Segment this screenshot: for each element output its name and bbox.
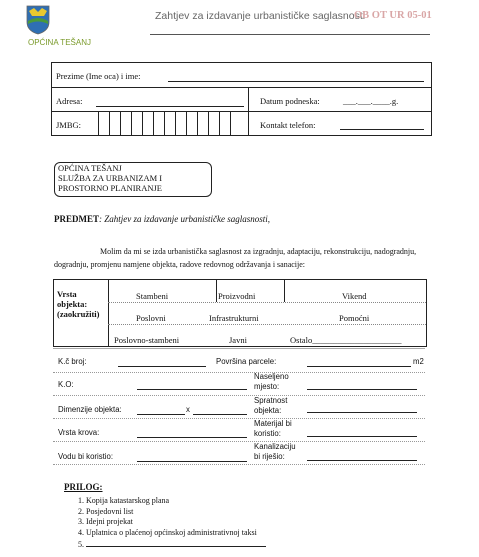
jmbg-label: JMBG: xyxy=(56,120,82,130)
document-code: OB OT UR 05-01 xyxy=(354,10,432,21)
subject-text: : Zahtjev za izdavanje urbanističke saglasnosti, xyxy=(99,214,270,224)
attachment-item: 4. Uplatnica o plaćenoj općinskoj administrativnoj taksi xyxy=(86,528,266,539)
sewer-field[interactable] xyxy=(307,460,417,461)
attachment-item: 3. Idejni projekat xyxy=(86,517,266,528)
attachments-list xyxy=(60,496,266,551)
recipient-line-3: PROSTORNO PLANIRANJE xyxy=(58,183,162,193)
sewer-label: Kanalizaciju bi riješio: xyxy=(254,442,296,461)
attachment-item: 2. Posjedovni list xyxy=(86,507,266,518)
jmbg-field[interactable] xyxy=(98,111,244,135)
subject-line xyxy=(54,214,270,224)
option-pomocni[interactable]: Pomoćni xyxy=(339,313,370,323)
header-divider xyxy=(150,34,430,35)
address-label: Adresa: xyxy=(56,96,83,106)
option-poslovni[interactable]: Poslovni xyxy=(136,313,166,323)
option-poslovno-stambeni[interactable]: Poslovno-stambeni xyxy=(114,335,180,345)
date-label: Datum podneska: xyxy=(260,96,320,106)
attachment-item-blank[interactable] xyxy=(86,538,266,551)
object-type-table xyxy=(53,279,427,347)
document-title: Zahtjev za izdavanje urbanističke saglasnosti xyxy=(155,10,366,22)
object-type-label: Vrsta objekta: (zaokružiti) xyxy=(57,289,100,319)
attachment-item: 1. Kopija katastarskog plana xyxy=(86,496,266,507)
option-stambeni[interactable]: Stambeni xyxy=(136,291,169,301)
name-field[interactable] xyxy=(168,81,424,82)
option-proizvodni[interactable]: Proizvodni xyxy=(218,291,256,301)
date-field[interactable]: ___.___.____.g. xyxy=(343,96,399,106)
kc-field[interactable] xyxy=(118,366,206,367)
municipality-crest-icon xyxy=(26,5,50,35)
option-ostalo[interactable]: Ostalo_____________________ xyxy=(290,335,402,345)
water-label: Vodu bi koristio: xyxy=(58,452,114,461)
dims-separator: x xyxy=(186,405,190,414)
option-javni[interactable]: Javni xyxy=(229,335,247,345)
municipality-name: OPĆINA TEŠANJ xyxy=(28,38,91,47)
name-label: Prezime (Ime oca) i ime: xyxy=(56,71,141,81)
roof-label: Vrsta krova: xyxy=(58,428,100,437)
recipient-line-2: SLUŽBA ZA URBANIZAM I xyxy=(58,173,163,183)
subject-label: PREDMET xyxy=(54,214,99,224)
phone-field[interactable] xyxy=(340,129,424,130)
dims-label: Dimenzije objekta: xyxy=(58,405,122,414)
recipient-box xyxy=(54,162,212,197)
area-label: Površina parcele: xyxy=(216,357,277,366)
option-vikend[interactable]: Vikend xyxy=(342,291,367,301)
ko-label: K.O: xyxy=(58,380,74,389)
floors-field[interactable] xyxy=(307,412,417,413)
dims-length-field[interactable] xyxy=(193,414,247,415)
water-field[interactable] xyxy=(137,461,247,462)
area-unit: m2 xyxy=(413,357,424,366)
area-field[interactable] xyxy=(307,366,411,367)
kc-label: K.č broj: xyxy=(58,357,87,366)
option-infrastrukturni[interactable]: Infrastrukturni xyxy=(209,313,259,323)
address-field[interactable] xyxy=(96,106,244,107)
material-field[interactable] xyxy=(307,436,417,437)
phone-label: Kontakt telefon: xyxy=(260,120,316,130)
attachments-title: PRILOG: xyxy=(64,482,103,492)
applicant-table xyxy=(51,62,432,136)
material-label: Materijal bi koristio: xyxy=(254,419,292,438)
request-text: Molim da mi se izda urbanistička saglasnost za izgradnju, adaptaciju, rekonstrukciju, nadogradnju, dogradnju, promjenu namjene objekta, radove redovnog održavanja i sanacije: xyxy=(54,247,417,269)
roof-field[interactable] xyxy=(137,437,247,438)
place-label: Naseljeno mjesto: xyxy=(254,372,289,391)
recipient-line-1: OPĆINA TEŠANJ xyxy=(58,163,122,173)
place-field[interactable] xyxy=(307,389,417,390)
dims-width-field[interactable] xyxy=(137,414,185,415)
floors-label: Spratnost objekta: xyxy=(254,396,288,415)
ko-field[interactable] xyxy=(137,389,247,390)
